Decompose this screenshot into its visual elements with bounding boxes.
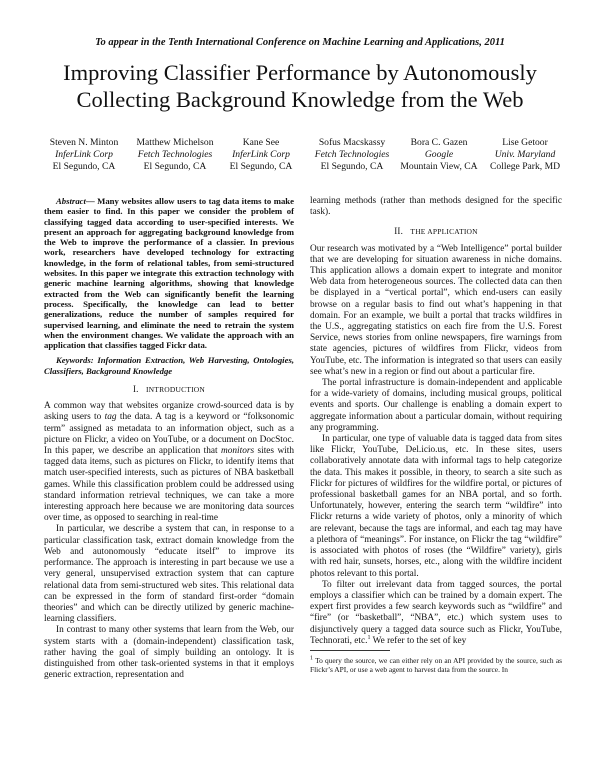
- author-name: Lise Getoor: [502, 137, 548, 148]
- author-name: Sofus Macskassy: [318, 137, 386, 148]
- author-affiliation: Univ. Maryland: [494, 149, 556, 160]
- abstract-text: — Many websites allow users to tag data items to make them easier to find. In this paper we consider the problem of classifying tagged data according to user-specified interests. We present an approach for aggregating background knowledge from the Web to improve the performance of a classier. In previous work, researchers have developed technology for extracting knowledge, in the form of relational tables, from semi-structured websites. In this paper we integrate this extraction technology with generic machine learning algorithms, showing that knowledge extracted from the Web can significantly benefit the learning process. Specifically, the knowledge can lead to better generalizations, reduce the number of samples required for supervised learning, and eliminate the need to retrain the system when the environment changes. We validate the approach with an application that classifies tagged Fickr data.: [44, 196, 294, 351]
- app-paragraph-1: Our research was motivated by a “Web Intelligence” portal builder that we are developing for situation awareness in niche domains. This application allows a domain expert to integrate and monitor Web data from heterogeneous sources. The collected data can then be displayed in a “vertical portal”, which end-users can easily browse on a regular basis to find out what’s happening in that domain. For an example, we built a portal that tracks wildfires in the U.S., aggregating statistics on each fire from the U.S. Forest Service, news stories from online newspapers, fire warnings from state agencies, pictures of wildfires from Flickr, videos from YouTube, etc. The information is integrated so that users can easily see what’s new in a region or find out about a particular fire.: [310, 243, 562, 377]
- author-affiliation: Google: [424, 149, 454, 160]
- abstract: [44, 196, 294, 350]
- app-paragraph-4: [310, 580, 562, 647]
- intro-paragraph-1: [44, 401, 294, 524]
- author-location: El Segundo, CA: [52, 161, 116, 172]
- keywords: Keywords: Information Extraction, Web Harvesting, Ontologies, Classifiers, Background Knowledge: [44, 355, 294, 376]
- app-paragraph-3: In particular, one type of valuable data is tagged data from sites like Flickr, YouTube, Del.icio.us, etc. In these sites, users collaboratively annotate data with informal tags to help categorize the data. This makes it possible, in theory, to search a site such as Flickr for pictures of wildfires for the wildfire portal, or pictures of professional basketball games for an NBA portal, and so forth. Unfortunately, however, entering the search term “wildfire” into Flickr returns a wide variety of photos, only a minority of which are relevant, because the tags are informal, and each tag may have a plethora of “meanings”. For instance, on Flickr the tag “wildfire” is associated with photos of roses (the “Wildfire” variety), girls with red hair, sunsets, horses, etc., along with the wildfire incident photos relevant to this portal.: [310, 434, 562, 579]
- author-6: [480, 137, 570, 173]
- section-heading-application: [310, 226, 562, 237]
- footnote-divider: [310, 650, 390, 651]
- author-affiliation: Fetch Technologies: [314, 149, 390, 160]
- intro-paragraph-2: In particular, we describe a system that can, in response to a particular classification task, extract domain knowledge from the Web and autonomously “educate itself” to improve its performance. The approach is interesting in part because we use a very general, unsupervised extraction system that can capture relational data from semi-structured web sites. This relational data can be expressed in the form of standard first-order “domain theories” and which can be directly utilized by generic machine-learning classifiers.: [44, 524, 294, 625]
- paper-title: [30, 59, 570, 113]
- intro-paragraph-3: In contrast to many other systems that learn from the Web, our system starts with a (domain-independent) classification task, rather having the goal of simply building an ontology. It is distinguished from other task-oriented systems in that it employs generic extraction, representation and: [44, 625, 294, 681]
- venue-header: To appear in the Tenth International Conference on Machine Learning and Applications, 2011: [95, 37, 505, 48]
- author-name: Steven N. Minton: [49, 137, 119, 148]
- text-run: sites with tagged data items, such as pictures on Flickr, to identify items that match user-specified interests, such as pictures of NBA basketball games. While this classification problem could be addressed using standard information retrieval techniques, we can take a more interesting approach here because we are monitoring data sources over time, as opposed to searching in real-time: [44, 446, 294, 524]
- footnote-text: To query the source, we can either rely on an API provided by the source, such as Flickr’s API, or use a web agent to harvest data from the source. In: [310, 656, 562, 675]
- author-affiliation: Fetch Technologies: [137, 149, 213, 160]
- footnote: [310, 656, 562, 674]
- footnote-marker: 1: [367, 634, 371, 641]
- author-3: [220, 137, 302, 173]
- author-location: Mountain View, CA: [400, 161, 478, 172]
- section-title: INTRODUCTION: [145, 385, 206, 395]
- text-run: the data. A tag is a keyword or “folksonomic term” assigned as metadata to an information object, such as a picture on Flickr, a video on YouTube, or a document on DocStoc. In this paper, we describe an application that: [44, 412, 294, 457]
- title-line-1: Improving Classifier Performance by Autonomously: [63, 60, 537, 85]
- section-number: I.: [132, 384, 139, 395]
- author-name: Kane See: [242, 137, 280, 148]
- abstract-label: Abstract: [56, 196, 86, 206]
- author-name: Bora C. Gazen: [410, 137, 468, 148]
- title-line-2: Collecting Background Knowledge from the Web: [76, 87, 524, 112]
- author-affiliation: InferLink Corp: [55, 149, 113, 160]
- app-paragraph-2: The portal infrastructure is domain-independent and applicable for a wide-variety of domains, including musical groups, political events and sports. Our challenge is enabling a domain expert to aggregate information about a particular domain, without requiring any programming.: [310, 378, 562, 433]
- author-block: [40, 137, 570, 197]
- section-number: II.: [394, 226, 404, 237]
- emphasis-monitors: monitors: [221, 446, 255, 457]
- author-location: College Park, MD: [489, 161, 561, 172]
- author-1: [40, 137, 128, 173]
- author-name: Matthew Michelson: [136, 137, 214, 148]
- author-2: [132, 137, 218, 173]
- emphasis-tag: tag: [104, 412, 117, 423]
- text-run: We refer to the set of key: [370, 635, 467, 646]
- left-column: [44, 196, 294, 681]
- text-run: To filter out irrelevant data from tagged sources, the portal employs a classifier which can be trained by a domain expert. The expert first provides a few search keywords such as “wildfire” and “fire” (or “basketball”, “NBA”, etc.) which system uses to disjunctively query a tagged data source such as Flickr, YouTube, Technorati, etc.: [310, 579, 562, 646]
- author-affiliation: InferLink Corp: [232, 149, 290, 160]
- right-column: [310, 196, 562, 647]
- continued-paragraph: learning methods (rather than methods designed for the specific task).: [310, 196, 562, 218]
- footnote-number: 1: [310, 655, 313, 662]
- author-location: El Segundo, CA: [229, 161, 293, 172]
- author-location: El Segundo, CA: [143, 161, 207, 172]
- author-5: [396, 137, 482, 173]
- section-title: THE APPLICATION: [410, 227, 478, 237]
- author-location: El Segundo, CA: [320, 161, 384, 172]
- author-4: [306, 137, 398, 173]
- section-heading-introduction: [44, 384, 294, 395]
- text-run: A common way that websites organize crowd-sourced data is by asking users to: [44, 401, 294, 423]
